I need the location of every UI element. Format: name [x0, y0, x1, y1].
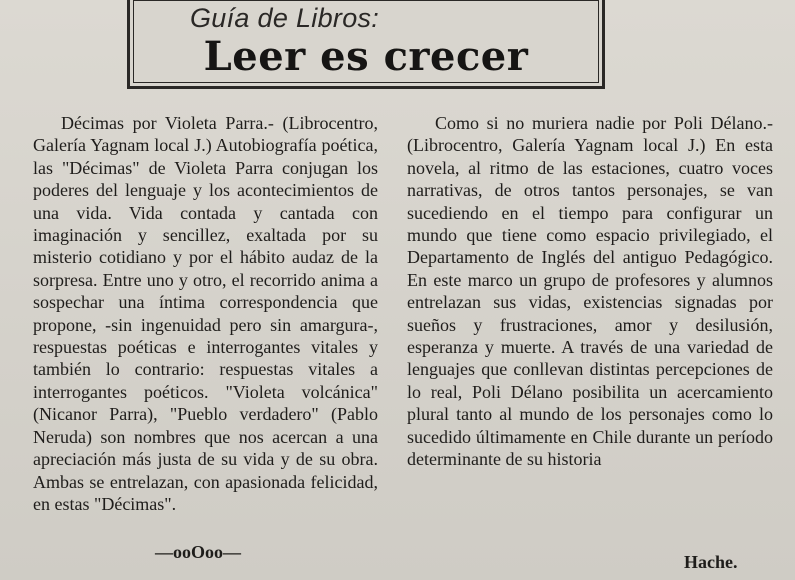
- header-box: [127, 0, 605, 89]
- signature: Hache.: [684, 552, 738, 572]
- review-poli-delano: Como si no muriera nadie por Poli Délano.- (Librocentro, Galería Yagnam local J.) En esta novela, al ritmo de las estaciones, cuatro voces narrativas, de otros tantos personajes, se van sucediendo en el tiempo para configurar un mundo que tiene como espacio privilegiado, el Departamento de Inglés del antiguo Pedagógico. En este marco un grupo de profesores y alumnos entrelazan sus vidas, existencias signadas por sueños y frustraciones, amor y desilusión, esperanza y muerte. A través de una variedad de lenguajes que conllevan distintas percepciones de lo real, Poli Délano posibilita un acercamiento plural tanto al mundo de los personajes como lo sucedido últimamente en Chile durante un período determinante de su historia: [407, 113, 773, 470]
- review-violeta-parra: Décimas por Violeta Parra.- (Librocentro, Galería Yagnam local J.) Autobiografía poética, las "Décimas" de Violeta Parra conjugan los poderes del lenguaje y los acontecimientos de una vida. Vida contada y cantada con imaginación y sencillez, exaltada por su misterio cotidiano y por el hábito audaz de la sorpresa. Entre uno y otro, el recorrido anima a sospechar una íntima correspondencia que propone, -sin ingenuidad pero sin amargura-, respuestas poéticas e interrogantes vitales y también lo contrario: respuestas vitales a interrogantes poéticos. "Violeta volcánica" (Nicanor Parra), "Pueblo verdadero" (Pablo Neruda) son nombres que nos acercan a una apreciación más justa de su vida y de su obra. Ambas se entrelazan, con apasionada felicidad, en estas "Décimas".: [33, 113, 378, 514]
- separator: —ooOoo—: [154, 542, 241, 562]
- headline: Leer es crecer: [203, 33, 529, 80]
- section-label: Guía de Libros:: [190, 3, 380, 33]
